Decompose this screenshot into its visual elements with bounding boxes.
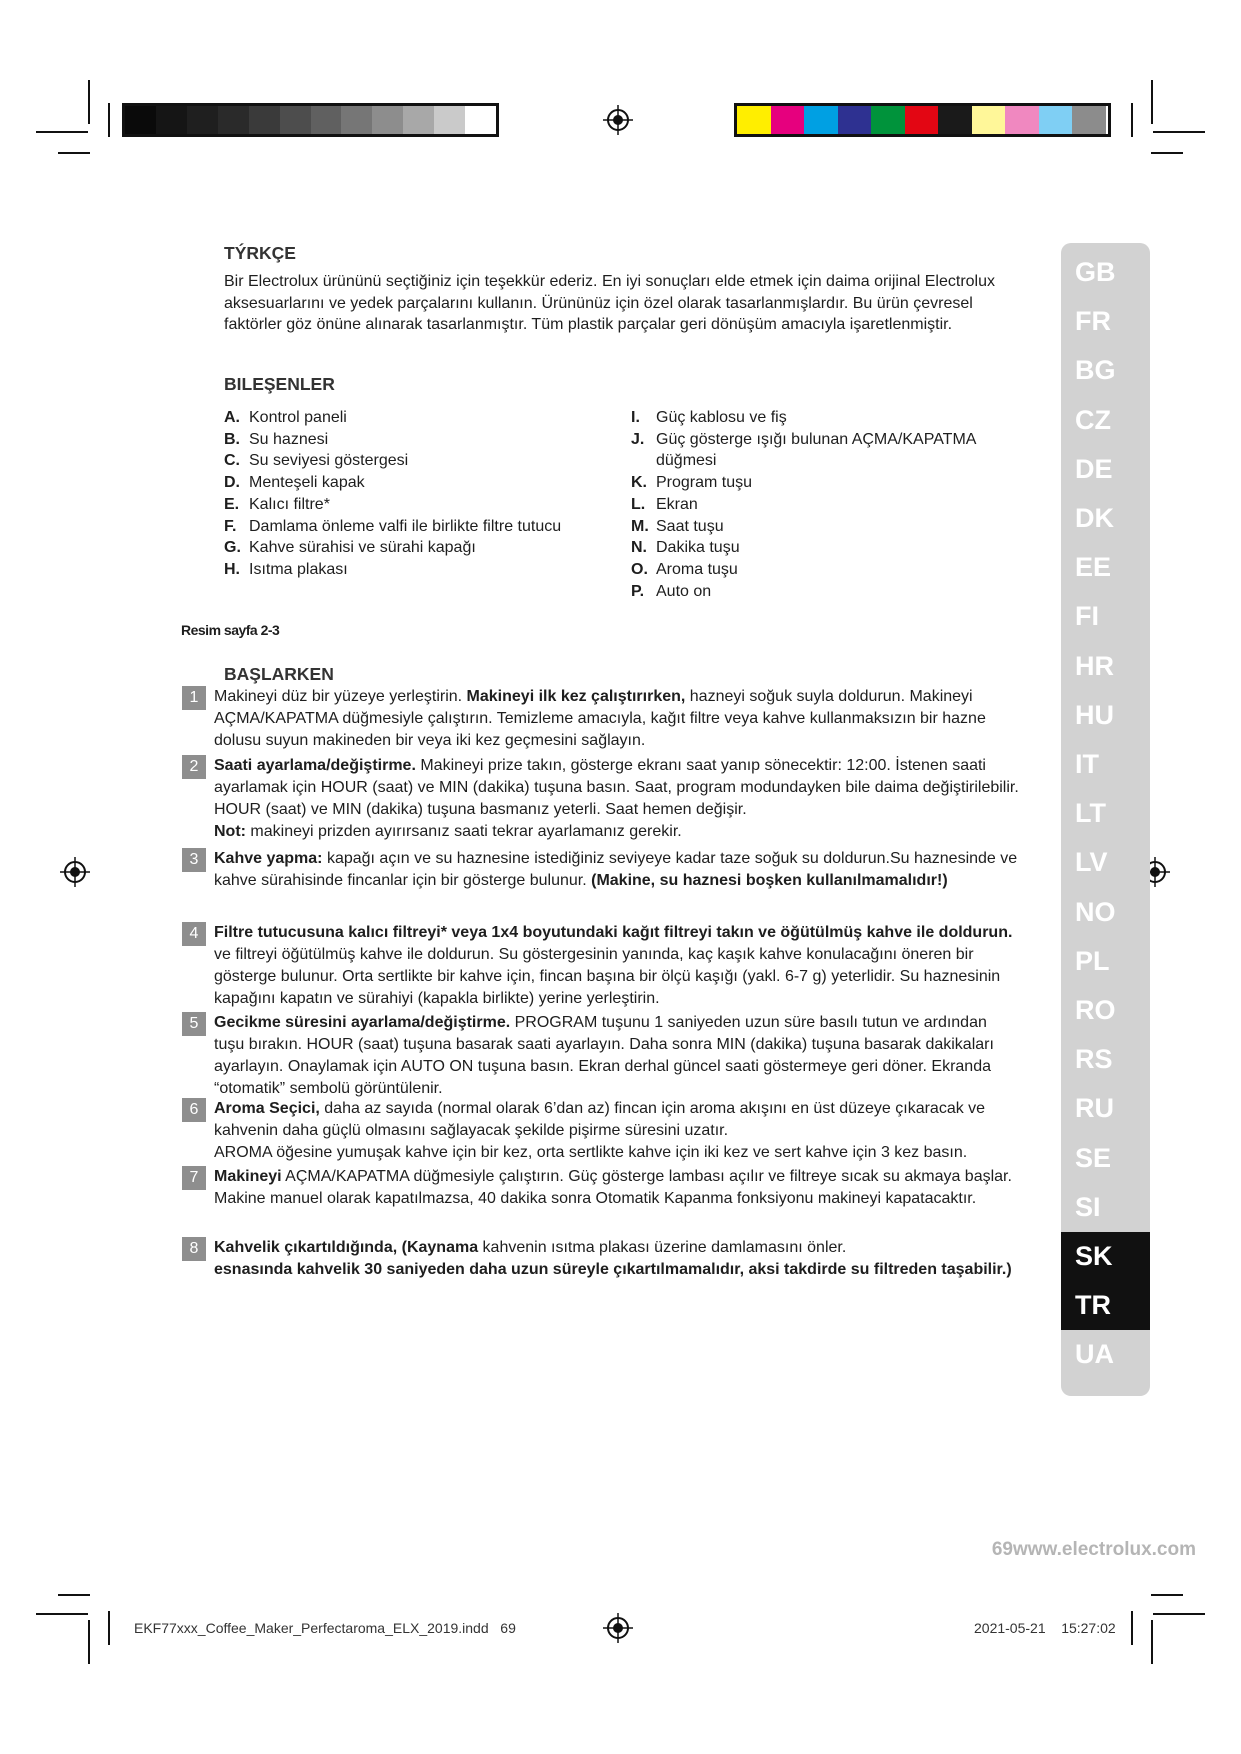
step-text <box>214 755 1020 843</box>
color-swatch <box>871 106 905 134</box>
component-letter: C. <box>224 452 240 470</box>
step-text: PROGRAM tuşunu 1 saniyeden uzun süre basılı tutun ve ardından tuşu bırakın. HOUR (saat) tuşuna basarak saati ayarlayın. Daha sonra MIN (dakika) tuşuna basarak dakikaları ayarlayın. Onaylamak için AUTO ON tuşuna basın. Ekran derhal güncel saati göstermeye geri döner. Ekranda “otomatik” sembolü görüntülenir. <box>214 1014 994 1097</box>
color-swatch <box>311 106 342 134</box>
step-note <box>214 1142 1020 1164</box>
color-swatch <box>280 106 311 134</box>
step-note-bold: (Makine, su haznesi boşken kullanılmamalıdır!) <box>591 872 948 889</box>
language-tab-tr[interactable]: TR <box>1061 1281 1150 1330</box>
color-swatch <box>249 106 280 134</box>
step-note <box>214 821 1020 843</box>
crop-mark <box>1131 103 1133 137</box>
crop-mark <box>1153 1613 1205 1615</box>
slug-page: 69 <box>500 1620 516 1636</box>
step-text <box>214 686 1020 752</box>
component-label: Güç gösterge ışığı bulunan AÇMA/KAPATMA <box>656 430 977 448</box>
step-note-text: AROMA öğesine yumuşak kahve için bir kez, orta sertlikte kahve için iki kez ve sert kahve için 3 kez basın. <box>214 1144 968 1161</box>
step-number-badge: 3 <box>182 848 206 872</box>
component-label: Aroma tuşu <box>656 560 738 578</box>
step-4 <box>182 922 1020 1010</box>
crop-mark <box>108 103 110 137</box>
step-text <box>214 1098 1020 1164</box>
component-label: Su haznesi <box>249 430 329 448</box>
step-3 <box>182 848 1020 892</box>
component-letter: H. <box>224 560 240 578</box>
section-title: TÝRKÇE <box>224 243 296 263</box>
registration-mark-icon <box>603 1613 633 1643</box>
component-label: Ekran <box>656 495 698 513</box>
component-label: Program tuşu <box>656 474 753 492</box>
step-number-badge: 2 <box>182 755 206 779</box>
color-swatch <box>187 106 218 134</box>
language-tab-sk[interactable]: SK <box>1061 1232 1150 1281</box>
step-bold: Kahve yapma: <box>214 850 323 867</box>
step-text: kahvenin ısıtma plakası üzerine damlamasını önler. <box>478 1239 847 1256</box>
component-letter: L. <box>631 495 646 513</box>
component-item <box>631 581 976 603</box>
crop-mark <box>1151 1620 1153 1664</box>
step-note <box>591 872 948 889</box>
crop-mark <box>58 152 90 154</box>
color-swatch <box>125 106 156 134</box>
color-swatch <box>905 106 939 134</box>
color-swatch <box>737 106 771 134</box>
crop-mark <box>58 1594 90 1596</box>
getting-started-title: BAŞLARKEN <box>224 664 334 684</box>
language-tab-lv[interactable]: LV <box>1075 847 1108 878</box>
step-5 <box>182 1012 1020 1100</box>
component-label: Kalıcı filtre* <box>249 495 330 513</box>
color-swatch <box>465 106 496 134</box>
component-letter: P. <box>631 582 645 600</box>
step-note-bold: Not: <box>214 823 246 840</box>
step-bold: Saati ayarlama/değiştirme. <box>214 757 416 774</box>
component-item <box>631 537 976 559</box>
component-item <box>224 559 561 581</box>
step-number-badge: 8 <box>182 1237 206 1261</box>
component-label: Kahve sürahisi ve sürahi kapağı <box>249 539 476 557</box>
component-letter: N. <box>631 539 647 557</box>
color-swatch <box>771 106 805 134</box>
step-bold: Aroma Seçici, <box>214 1100 320 1117</box>
step-number-badge: 4 <box>182 922 206 946</box>
color-swatch <box>218 106 249 134</box>
color-swatch <box>838 106 872 134</box>
step-note <box>214 1259 1012 1281</box>
component-label: Saat tuşu <box>656 517 724 535</box>
component-label-continued: düğmesi <box>656 452 717 470</box>
component-letter: F. <box>224 517 237 535</box>
language-tab-se[interactable]: SE <box>1075 1142 1112 1173</box>
step-text: Makineyi prize takın, gösterge ekranı saat yanıp sönecektir: 12:00. İstenen saati ayarlamak için HOUR (saat) ve MIN (dakika) tuşuna basın. Saat, program modundayken bile daima değiştirilebilir. HOUR (saat) ve MIN (dakika) tuşuna basmanız yeterli. Saat hemen değişir. <box>214 757 1019 818</box>
color-swatch <box>434 106 465 134</box>
color-calibration-bar <box>734 103 1111 137</box>
component-letter: G. <box>224 539 241 557</box>
components-title: BILEŞENLER <box>224 374 335 394</box>
language-tab-ua[interactable]: UA <box>1075 1339 1114 1370</box>
components-list-right <box>631 407 976 602</box>
step-text <box>214 1012 1020 1100</box>
registration-mark-icon <box>603 105 633 135</box>
component-label: Auto on <box>656 582 712 600</box>
language-tab-bg[interactable]: BG <box>1075 355 1116 386</box>
language-tab-rs[interactable]: RS <box>1075 1044 1113 1075</box>
page-footer: 69www.electrolux.com <box>991 1539 1196 1560</box>
language-tab-gb[interactable]: GB <box>1075 257 1116 287</box>
language-tab-no[interactable]: NO <box>1075 896 1116 927</box>
component-letter: A. <box>224 409 240 426</box>
step-text <box>214 922 1020 1010</box>
component-item <box>631 429 976 451</box>
component-item <box>224 537 561 559</box>
component-item <box>631 472 976 494</box>
crop-mark <box>36 131 88 133</box>
language-tab-cz[interactable]: CZ <box>1075 404 1111 435</box>
language-tab-hr[interactable]: HR <box>1075 650 1114 681</box>
component-item <box>224 407 561 429</box>
registration-mark-icon <box>60 857 90 887</box>
component-label: Isıtma plakası <box>249 560 348 578</box>
step-number-badge: 7 <box>182 1166 206 1190</box>
crop-mark <box>1131 1611 1133 1645</box>
language-tab-fr[interactable]: FR <box>1075 306 1111 337</box>
slug-filename: EKF77xxx_Coffee_Maker_Perfectaroma_ELX_2019.indd <box>134 1620 489 1636</box>
slug-date-value: 2021-05-21 <box>974 1620 1046 1636</box>
component-label: Güç kablosu ve fiş <box>656 409 787 426</box>
step-number-badge: 1 <box>182 686 206 710</box>
component-label: Damlama önleme valfi ile birlikte filtre tutucu <box>249 517 562 535</box>
language-tab-ee[interactable]: EE <box>1075 552 1112 583</box>
color-swatch <box>1072 106 1106 134</box>
color-swatch <box>156 106 187 134</box>
language-tab-pl[interactable]: PL <box>1075 945 1110 976</box>
component-item <box>224 516 561 538</box>
step-text <box>214 1166 1020 1210</box>
step-text: AÇMA/KAPATMA düğmesiyle çalıştırın. Güç gösterge lambası açılır ve filtreye sıcak su akmaya başlar. Makine manuel olarak kapatılmazsa, 40 dakika sonra Otomatik Kapanma fonksiyonu makineyi kapatacaktır. <box>214 1168 1012 1207</box>
component-label: Kontrol paneli <box>249 409 347 426</box>
step-lead: Makineyi düz bir yüzeye yerleştirin. <box>214 688 467 705</box>
component-letter: M. <box>631 517 649 535</box>
slug-date <box>974 1620 1116 1636</box>
language-tab-ru[interactable]: RU <box>1075 1093 1114 1124</box>
step-note-text: makineyi prizden ayırırsanız saati tekrar ayarlamanız gerekir. <box>245 823 682 840</box>
component-letter: I. <box>631 409 640 426</box>
step-text <box>214 848 1020 892</box>
step-8 <box>182 1237 1020 1281</box>
component-item <box>631 494 976 516</box>
step-bold: Gecikme süresini ayarlama/değiştirme. <box>214 1014 511 1031</box>
color-swatch <box>1005 106 1039 134</box>
component-label: Dakika tuşu <box>656 539 740 557</box>
step-number-badge: 6 <box>182 1098 206 1122</box>
color-swatch <box>341 106 372 134</box>
step-text <box>214 1237 1012 1281</box>
component-item <box>224 429 561 451</box>
color-swatch <box>804 106 838 134</box>
language-tab-dk[interactable]: DK <box>1075 503 1114 533</box>
step-text: kapağı açın ve su haznesine istediğiniz seviyeye kadar taze soğuk su doldurun.Su haznesinde ve kahve sürahisinde fincanlar için bir gösterge bulunur. <box>214 850 1018 889</box>
color-swatch <box>972 106 1006 134</box>
component-label: Menteşeli kapak <box>249 474 365 492</box>
component-item <box>224 450 561 472</box>
language-tab-hu[interactable]: HU <box>1075 699 1114 730</box>
step-text: ve filtreyi öğütülmüş kahve ile doldurun. Su göstergesinin yanında, kaç kaşık kahve konulacağını öneren bir gösterge bulunur. Orta sertlikte bir kahve için, fincan başına bir ölçü kaşığı (yakl. 6-7 g) yeterlidir. Su haznesinin kapağını kapatın ve sürahiyi (kapakla birlikte) yerine yerleştirin. <box>214 946 1001 1007</box>
components-list-left <box>224 407 561 581</box>
color-swatch <box>1039 106 1073 134</box>
component-label: Su seviyesi göstergesi <box>249 452 409 470</box>
language-tab-de[interactable]: DE <box>1075 453 1113 484</box>
component-letter: D. <box>224 474 240 492</box>
component-item <box>224 472 561 494</box>
step-text: daha az sayıda (normal olarak 6’dan az) fincan için aroma akışını en üst düzeye çıkaracak ve kahvenin daha güçlü olmasını sağlayacak şekilde pişirme süresini uzatır. <box>214 1100 986 1139</box>
color-swatch <box>938 106 972 134</box>
step-bold: Makineyi <box>214 1168 282 1185</box>
color-swatch <box>372 106 403 134</box>
crop-mark <box>88 1620 90 1664</box>
slug-time-value: 15:27:02 <box>1061 1620 1116 1636</box>
step-6 <box>182 1098 1020 1164</box>
step-bold: Filtre tutucusuna kalıcı filtreyi* veya 1x4 boyutundaki kağıt filtreyi takın ve öğütülmüş kahve ile doldurun. <box>214 924 1013 941</box>
step-note-bold: esnasında kahvelik 30 saniyeden daha uzun süreyle çıkartılmamalıdır, aksi takdirde su filtreden taşabilir.) <box>214 1261 1012 1278</box>
component-letter: E. <box>224 495 240 513</box>
crop-mark <box>1151 1594 1183 1596</box>
component-item <box>631 516 976 538</box>
step-bold: Kahvelik çıkartıldığında, (Kaynama <box>214 1239 479 1256</box>
language-tab-fi[interactable]: FI <box>1075 601 1099 632</box>
crop-mark <box>1151 80 1153 124</box>
component-letter: B. <box>224 430 240 448</box>
component-item <box>224 494 561 516</box>
step-1 <box>182 686 1020 752</box>
step-7 <box>182 1166 1020 1210</box>
step-text: hazneyi soğuk suyla doldurun. Makineyi AÇMA/KAPATMA düğmesiyle çalıştırın. Temizleme amacıyla, kağıt filtre veya kahve kullanmaksızın bir hazne dolusu suyun makineden bir veya iki kez geçmesini sağlayın. <box>214 688 986 749</box>
crop-mark <box>1151 152 1183 154</box>
grayscale-calibration-bar <box>122 103 499 137</box>
language-tab-ro[interactable]: RO <box>1075 995 1116 1025</box>
language-tab-it[interactable]: IT <box>1075 749 1099 779</box>
language-tab-si[interactable]: SI <box>1075 1191 1101 1222</box>
component-item <box>631 407 976 429</box>
slug-file <box>134 1620 516 1636</box>
figure-reference: Resim sayfa 2-3 <box>181 622 280 638</box>
color-swatch <box>403 106 434 134</box>
component-letter: K. <box>631 474 647 492</box>
step-number-badge: 5 <box>182 1012 206 1036</box>
crop-mark <box>1153 131 1205 133</box>
intro-paragraph: Bir Electrolux ürününü seçtiğiniz için teşekkür ederiz. En iyi sonuçları elde etmek için daima orijinal Electrolux aksesuarlarını ve yedek parçalarını kullanın. Ürününüz için özel olarak tasarlanmışlardır. Bu ürün çevresel faktörler göz önüne alınarak tasarlanmıştır. Tüm plastik parçalar geri dönüşüm amacıyla işaretlenmiştir. <box>224 273 996 333</box>
language-tab-lt[interactable]: LT <box>1075 798 1106 829</box>
crop-mark <box>108 1611 110 1645</box>
crop-mark <box>88 80 90 124</box>
crop-mark <box>36 1613 88 1615</box>
step-2 <box>182 755 1020 843</box>
component-letter: J. <box>631 430 645 448</box>
step-bold-mid: Makineyi ilk kez çalıştırırken, <box>466 688 686 705</box>
component-letter: O. <box>631 560 648 578</box>
component-item <box>631 559 976 581</box>
